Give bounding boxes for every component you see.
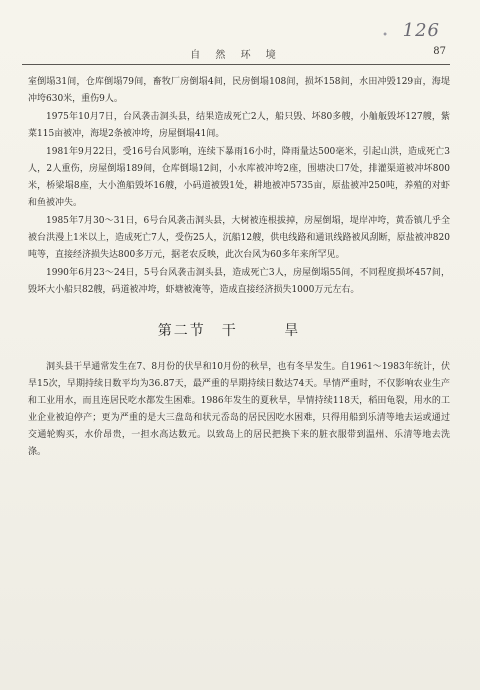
running-header <box>22 46 450 65</box>
handwritten-page-number: 126 <box>402 20 440 41</box>
page-body <box>28 74 450 462</box>
pen-mark: • <box>382 30 388 41</box>
page-number: 87 <box>433 46 446 57</box>
paragraph-1985-typhoon: 1985年7月30～31日，6号台风袭击洞头县，大树被连根拔掉，房屋倒塌，堤岸冲垮，黄岙镇几乎全被台洪漫上1米以上，造成死亡7人，受伤25人，沉船12艘，供电线路和通讯线路被风刮断，原盐被冲820吨等，直接经济损失达800多万元，据老农反映，此次台风为60多年来所罕见。 <box>28 216 450 260</box>
chapter-title: 自 然 环 境 <box>190 50 282 61</box>
paragraph-1981-typhoon: 1981年9月22日，受16号台风影响，连续下暴雨16小时，降雨量达500毫米，引起山洪，造成死亡3人，2人重伤，房屋倒塌189间，仓库倒塌12间，小水库被冲垮2座，围塘决口7处，排灌渠道被冲坏800米，桥梁塌8座，大小渔船毁坏16艘，小码道被毁1处，耕地被冲5735亩，原盐被冲250吨，养殖的对虾和鱼被冲失。 <box>28 147 450 208</box>
paragraph-1975-typhoon: 1975年10月7日，台风袭击洞头县，结果造成死亡2人，船只毁、坏80多艘，小舢舨毁坏127艘，紫菜115亩被冲，海堤2条被冲垮，房屋倒塌41间。 <box>28 112 450 139</box>
paragraph-continued: 室倒塌31间，仓库倒塌79间，畜牧厂房倒塌4间，民房倒塌108间，损坏158间，水田冲毁129亩，海堤冲垮630米，重伤9人。 <box>28 77 450 104</box>
section-number: 第二节 <box>157 323 206 339</box>
section-heading <box>28 321 450 341</box>
paragraph-drought: 洞头县干旱通常发生在7、8月份的伏旱和10月份的秋旱，也有冬旱发生。自1961～1983年统计，伏旱15次，早期持续日数平均为36.87天，最严重的旱期持续日数达74天。旱情严重时，不仅影响农业生产和工业用水，而且连居民吃水都发生困难。1986年发生的夏秋旱，旱情持续118天，稻田龟裂，用水的工业企业被迫停产；更为严重的是大三盘岛和状元岙岛的居民因吃水困难，只得用船到乐清等地去运或通过交通轮购买，水价昂贵，一担水高达数元。以致岛上的居民把换下来的脏衣服带到温州、乐清等地去洗涤。 <box>28 362 450 457</box>
section-title: 干 旱 <box>221 323 321 339</box>
paragraph-1990-typhoon: 1990年6月23～24日，5号台风袭击洞头县，造成死亡3人，房屋倒塌55间，不同程度损坏457间，毁坏大小船只82艘，码道被冲垮，虾塘被淹等，造成直接经济损失1000万元左右。 <box>28 268 450 295</box>
